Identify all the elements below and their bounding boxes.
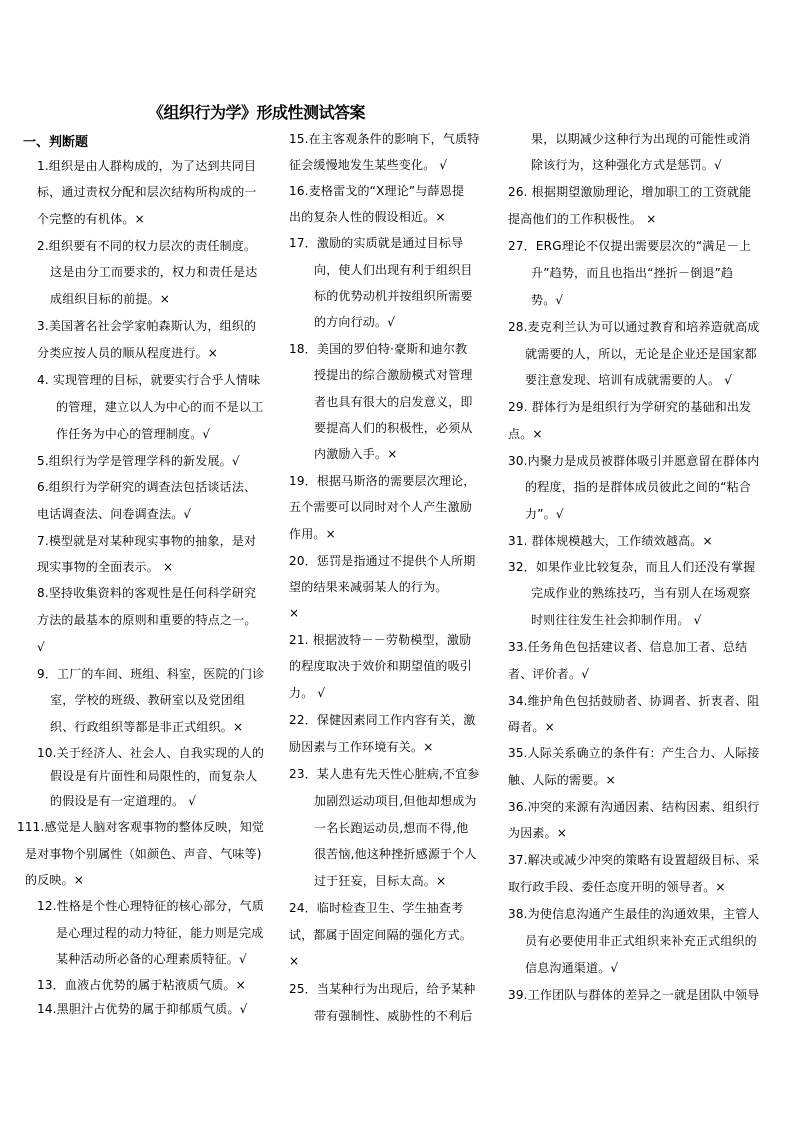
- text-line: 10.关于经济人、社会人、自我实现的人的: [37, 746, 265, 760]
- text-line: 25．当某种行为出现后，给予某种: [289, 982, 476, 996]
- text-line: 提高他们的工作积极性。 ×: [508, 212, 657, 226]
- text-line: 望的结果来减弱某人的行为。: [289, 580, 448, 594]
- text-line: 作任务为中心的管理制度。√: [56, 427, 211, 441]
- text-line: 力”。√: [525, 507, 564, 521]
- text-line: 20．惩罚是指通过不提供个人所期: [289, 554, 476, 568]
- text-line: 37.解决或减少冲突的策略有设置超级目标、采: [508, 853, 760, 867]
- text-line: 试，都属于固定间隔的强化方式。: [289, 928, 473, 942]
- text-line: 17．激励的实质就是通过目标导: [289, 236, 464, 250]
- text-line: ×: [289, 606, 300, 620]
- text-line: 就需要的人，所以，无论是企业还是国家都: [525, 347, 757, 361]
- text-line: 是心理过程的动力特征，能力则是完成: [56, 926, 264, 940]
- text-line: 19．根据马斯洛的需要层次理论，: [289, 474, 476, 488]
- text-line: 五个需要可以同时对个人产生激励: [289, 500, 473, 514]
- text-line: 8.坚持收集资料的客观性是任何科学研究: [37, 586, 257, 600]
- text-line: 升”趋势，而且也指出“挫折－倒退”趋: [531, 266, 734, 280]
- text-line: 13．血液占优势的属于粘液质气质。×: [37, 978, 246, 992]
- text-line: 势。√: [531, 293, 564, 307]
- text-line: 12.性格是个性心理特征的核心部分，气质: [37, 899, 265, 913]
- text-line: 征会缓慢地发生某些变化。 √: [289, 158, 448, 172]
- text-line: 除该行为，这种强化方式是惩罚。√: [531, 158, 722, 172]
- text-line: 的程度，指的是群体成员彼此之间的“粘合: [525, 480, 752, 494]
- text-line: 织、行政组织等都是非正式组织。×: [50, 720, 244, 734]
- text-line: 34.维护角色包括鼓励者、协调者、折衷者、阻: [508, 694, 760, 708]
- text-line: 要注意发现、培训有成就需要的人。 √: [525, 373, 733, 387]
- text-line: 16.麦格雷戈的“X理论”与薛恩提: [289, 184, 465, 198]
- text-line: 成组织目标的前提。×: [50, 292, 171, 306]
- text-line: 假设是有片面性和局限性的，而复杂人: [50, 769, 258, 783]
- text-line: 7.模型就是对某种现实事物的抽象，是对: [37, 534, 257, 548]
- text-line: 电话调查法、问卷调查法。√: [37, 507, 192, 521]
- text-line: 的反映。×: [25, 873, 85, 887]
- text-line: 信息沟通渠道。√: [525, 961, 619, 975]
- text-line: 为因素。×: [508, 826, 568, 840]
- text-line: 27．ERG理论不仅提出需要层次的“满足－上: [508, 239, 752, 253]
- text-line: 32．如果作业比较复杂，而且人们还没有掌握: [508, 560, 756, 574]
- text-line: 21. 根据波特－－劳勒模型，激励: [289, 633, 472, 647]
- text-line: 作用。×: [289, 527, 336, 541]
- text-line: 2.组织要有不同的权力层次的责任制度。: [37, 239, 257, 253]
- text-line: ×: [289, 954, 300, 968]
- text-line: 某种活动所必备的心理素质特征。√: [56, 952, 247, 966]
- text-line: 36.冲突的来源有沟通因素、结构因素、组织行: [508, 800, 760, 814]
- document-title: 《组织行为学》形成性测试答案: [148, 103, 366, 122]
- text-line: 个完整的有机体。×: [37, 212, 145, 226]
- text-line: 是对事物个别属性（如颜色、声音、气味等): [25, 847, 262, 861]
- text-line: 的程度取决于效价和期望值的吸引: [289, 659, 473, 673]
- text-line: 一名长跑运动员,想而不得,他: [314, 821, 469, 835]
- text-line: 1.组织是由人群构成的，为了达到共同目: [37, 159, 257, 173]
- text-line: 标的优势动机并按组织所需要: [314, 289, 473, 303]
- text-line: 很苦恼,他这种挫折感源于个人: [314, 847, 477, 861]
- text-line: 方法的最基本的原则和重要的特点之一。: [37, 613, 257, 627]
- text-line: 24．临时检查卫生、学生抽查考: [289, 901, 464, 915]
- text-line: 22．保健因素同工作内容有关，激: [289, 713, 476, 727]
- text-line: 现实事物的全面表示。 ×: [37, 560, 174, 574]
- text-line: 内激励入手。×: [314, 447, 398, 461]
- text-line: 分类应按人员的顺从程度进行。×: [37, 346, 219, 360]
- text-line: 碍者。×: [508, 720, 555, 734]
- text-line: 9．工厂的车间、班组、科室，医院的门诊: [37, 667, 265, 681]
- text-line: 的管理，建立以人为中心的而不是以工: [56, 400, 264, 414]
- text-line: √: [37, 640, 45, 654]
- section-heading: 一、判断题: [23, 135, 89, 150]
- text-line: 5.组织行为学是管理学科的新发展。√: [37, 454, 240, 468]
- text-line: 33.任务角色包括建议者、信息加工者、总结: [508, 640, 748, 654]
- text-line: 果，以期减少这种行为出现的可能性或消: [531, 132, 751, 146]
- text-line: 力。 √: [289, 686, 326, 700]
- text-line: 过于狂妄，目标太高。×: [314, 874, 447, 888]
- text-line: 向，使人们出现有利于组织目: [314, 263, 473, 277]
- text-line: 加剧烈运动项目,但他却想成为: [314, 794, 477, 808]
- text-line: 111.感觉是人脑对客观事物的整体反映，知觉: [17, 820, 265, 834]
- text-line: 14.黑胆汁占优势的属于抑郁质气质。√: [37, 1002, 248, 1016]
- text-line: 15.在主客观条件的影响下，气质特: [289, 132, 480, 146]
- text-line: 带有强制性、威胁性的不利后: [314, 1009, 473, 1023]
- text-line: 员有必要使用非正式组织来补充正式组织的: [525, 934, 757, 948]
- text-line: 时则往往发生社会抑制作用。 √: [531, 613, 702, 627]
- text-line: 励因素与工作环境有关。×: [289, 740, 434, 754]
- text-line: 这是由分工而要求的，权力和责任是达: [50, 265, 258, 279]
- text-line: 4. 实现管理的目标，就要实行合乎人情味: [37, 373, 261, 387]
- text-line: 点。×: [508, 427, 543, 441]
- text-line: 的假设是有一定道理的。 √: [50, 794, 197, 808]
- text-line: 的方向行动。√: [314, 315, 396, 329]
- text-line: 室，学校的班级、教研室以及党团组: [50, 693, 246, 707]
- text-line: 完成作业的熟练技巧，当有别人在场观察: [531, 586, 751, 600]
- text-line: 取行政手段、委任态度开明的领导者。×: [508, 880, 726, 894]
- text-line: 3.美国著名社会学家帕森斯认为，组织的: [37, 319, 257, 333]
- text-line: 38.为使信息沟通产生最佳的沟通效果，主管人: [508, 907, 760, 921]
- text-line: 26. 根据期望激励理论，增加职工的工资就能: [508, 185, 752, 199]
- text-line: 30.内聚力是成员被群体吸引并愿意留在群体内: [508, 454, 760, 468]
- text-line: 39.工作团队与群体的差异之一就是团队中领导: [508, 988, 760, 1002]
- text-line: 标，通过责权分配和层次结构所构成的一: [37, 185, 257, 199]
- text-line: 28.麦克利兰认为可以通过教育和培养造就高成: [508, 320, 760, 334]
- text-line: 18．美国的罗伯特·豪斯和迪尔教: [289, 342, 468, 356]
- text-line: 35.人际关系确立的条件有：产生合力、人际接: [508, 746, 760, 760]
- text-line: 23．某人患有先天性心脏病,不宜参: [289, 767, 480, 781]
- text-line: 授提出的综合激励模式对管理: [314, 368, 473, 382]
- text-line: 出的复杂人性的假设相近。×: [289, 210, 446, 224]
- text-line: 者也具有很大的启发意义，即: [314, 395, 473, 409]
- text-line: 者、评价者。√: [508, 667, 590, 681]
- text-line: 29. 群体行为是组织行为学研究的基础和出发: [508, 400, 752, 414]
- text-line: 要提高人们的积极性，必须从: [314, 421, 473, 435]
- text-line: 触、人际的需要。×: [508, 773, 616, 787]
- text-line: 6.组织行为学研究的调查法包括谈话法、: [37, 480, 257, 494]
- text-line: 31. 群体规模越大，工作绩效越高。×: [508, 534, 713, 548]
